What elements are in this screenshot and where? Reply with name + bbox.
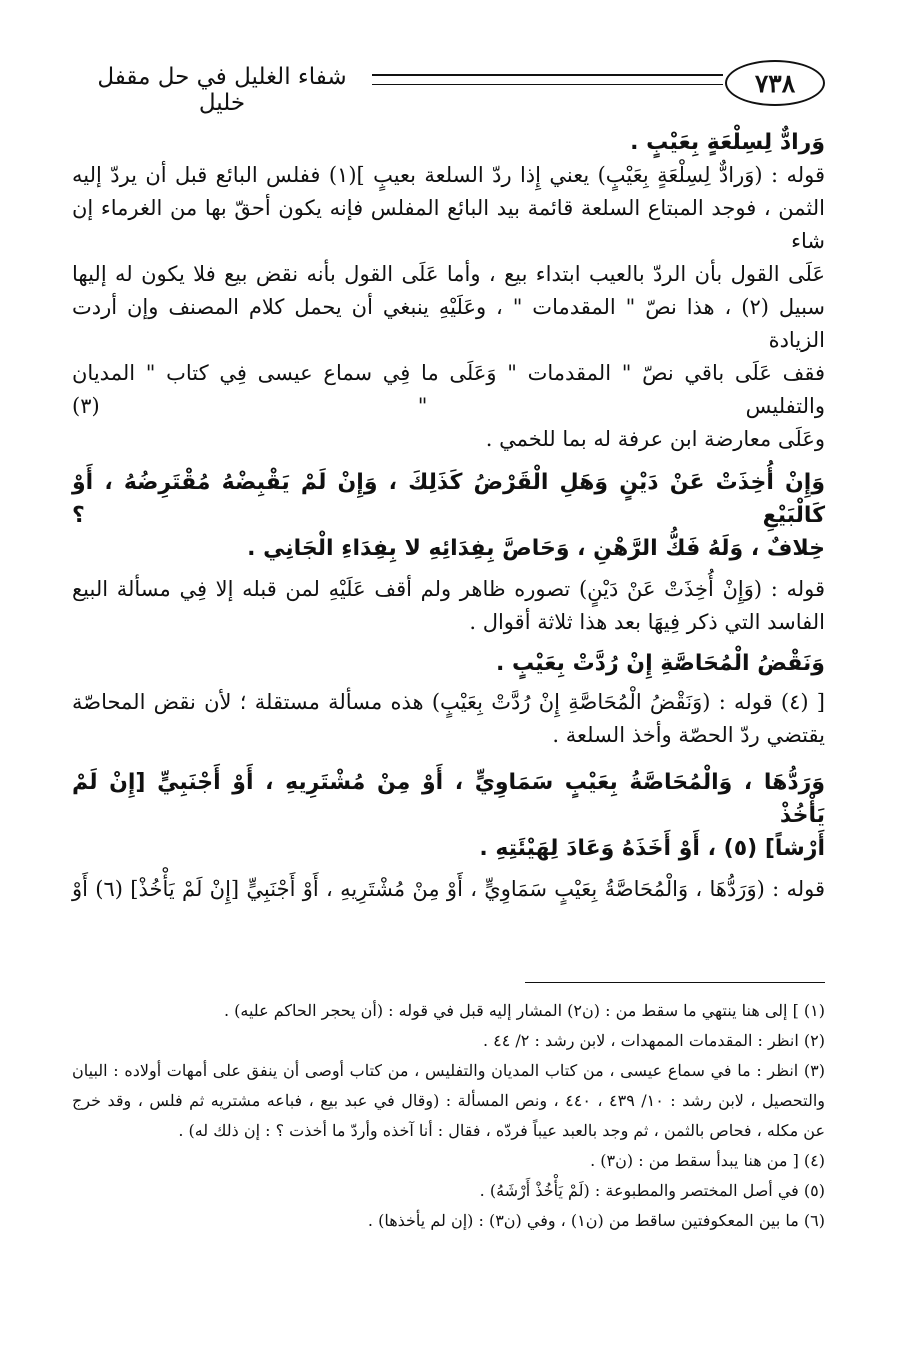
matn-line: وَرادٌّ لِسِلْعَةٍ بِعَيْبٍ . <box>630 130 825 155</box>
sharh-line: سبيل (٢) ، هذا نصّ " المقدمات " ، وعَلَيْهِ ينبغي أن يحمل كلام المصنف وإن أردت الزيادة <box>72 295 825 352</box>
matn-line: أَرْشاً] (٥) ، أَوْ أَخَذَهُ وَعَادَ لِهَيْئَتِهِ . <box>479 836 825 861</box>
running-header <box>72 58 825 116</box>
page-number: ٧٣٨ <box>725 60 825 106</box>
sharh-line: قوله : (وَإِنْ أُخِذَتْ عَنْ دَيْنٍ) تصوره ظاهر ولم أقف عَلَيْهِ لمن قبله إلا فِي مسألة البيع <box>72 577 825 601</box>
sharh-line: قوله : (وَرَدُّهَا ، وَالْمُحَاصَّةُ بِعَيْبٍ سَمَاوِيٍّ ، أَوْ مِنْ مُشْتَرِيهِ ، أَوْ أَجْنَبِيٍّ [إِنْ لَمْ يَأْخُذْ] (٦) أَوْ <box>72 877 826 901</box>
main-text <box>72 126 825 906</box>
footnote: عن مكله ، فحاص بالثمن ، ثم وجد بالعبد عيباً فردّه ، فقال : أنا آخذه وأردّ ما أخذت ؟ : إن ذلك له) . <box>178 1121 825 1140</box>
sharh-line: قوله : (وَرادٌّ لِسِلْعَةٍ بِعَيْبٍ) يعني إِذا ردّ السلعة بعيبٍ ](١) ففلس البائع قبل أن يردّ إليه <box>72 163 825 187</box>
sharh-line: [ (٤) قوله : (وَنَقْضُ الْمُحَاصَّةِ إِنْ رُدَّتْ بِعَيْبٍ) هذه مسألة مستقلة ؛ لأن نقض المحاصّة <box>72 690 825 714</box>
footnote: (٦) ما بين المعكوفتين ساقط من (ن١) ، وفي (ن٣) : (إن لم يأخذها) . <box>367 1211 825 1230</box>
footnote-separator <box>525 982 825 983</box>
footnote: والتحصيل ، لابن رشد : ١٠/ ٤٣٩ ، ٤٤٠ ، ونص المسألة : (وقال في عبد بيع ، فباعه مشتريه ثم فلس ، وقد خرج <box>72 1091 826 1110</box>
matn-line: وَرَدُّهَا ، وَالْمُحَاصَّةُ بِعَيْبٍ سَمَاوِيٍّ ، أَوْ مِنْ مُشْتَرِيهِ ، أَوْ أَجْنَبِيٍّ [إِنْ لَمْ يَأْخُذْ <box>72 770 825 828</box>
footnote: (٢) انظر : المقدمات الممهدات ، لابن رشد : ٢/ ٤٤ . <box>482 1031 825 1050</box>
matn-line: وَإِنْ أُخِذَتْ عَنْ دَيْنٍ وَهَلِ الْقَرْضُ كَذَلِكَ ، وَإِنْ لَمْ يَقْبِضْهُ مُقْتَرِضُهُ ، أَوْ كَالْبَيْعِ ؟ <box>72 470 825 528</box>
footnote: (٤) [ من هنا يبدأ سقط من : (ن٣) . <box>590 1151 825 1170</box>
footnote: (٣) انظر : ما في سماع عيسى ، من كتاب المديان والتفليس ، من كتاب أوصى أن ينفق على أمهات أولاده : البيان <box>72 1061 825 1080</box>
sharh-line: يقتضي ردّ الحصّة وأخذ السلعة . <box>552 723 825 747</box>
sharh-line: عَلَى القول بأن الردّ بالعيب ابتداء بيع ، وأما عَلَى القول بأنه نقض بيع فلا يكون له إليها <box>72 262 825 286</box>
sharh-line: الفاسد التي ذكر فِيهَا بعد هذا ثلاثة أقوال . <box>469 610 825 634</box>
header-rule <box>372 74 723 85</box>
sharh-line: الثمن ، فوجد المبتاع السلعة قائمة بيد البائع المفلس فإنه يكون أحقّ بها من الغرماء إن شاء <box>72 196 825 253</box>
matn-line: وَنَقْضُ الْمُحَاصَّةِ إِنْ رُدَّتْ بِعَيْبٍ . <box>495 651 825 676</box>
footnote: (١) ] إلى هنا ينتهي ما سقط من : (ن٢) المشار إليه قبل في قوله : (أن يحجر الحاكم عليه) . <box>223 1001 825 1020</box>
matn-line: خِلافٌ ، وَلَهُ فَكُّ الرَّهْنِ ، وَحَاصَّ بِفِدَائِهِ لا بِفِدَاءِ الْجَانِي . <box>247 536 825 561</box>
sharh-line: فقف عَلَى باقي نصّ " المقدمات " وَعَلَى ما فِي سماع عيسى فِي كتاب " المديان والتفليس " (٣) <box>72 361 825 418</box>
sharh-line: وعَلَى معارضة ابن عرفة له بما للخمي . <box>485 427 825 451</box>
book-title: شفاء الغليل في حل مقفل خليل <box>97 64 347 116</box>
footnotes <box>72 996 825 1236</box>
footnote: (٥) في أصل المختصر والمطبوعة : (لَمْ يَأْخُذْ أَرْشَهُ) . <box>479 1181 825 1200</box>
